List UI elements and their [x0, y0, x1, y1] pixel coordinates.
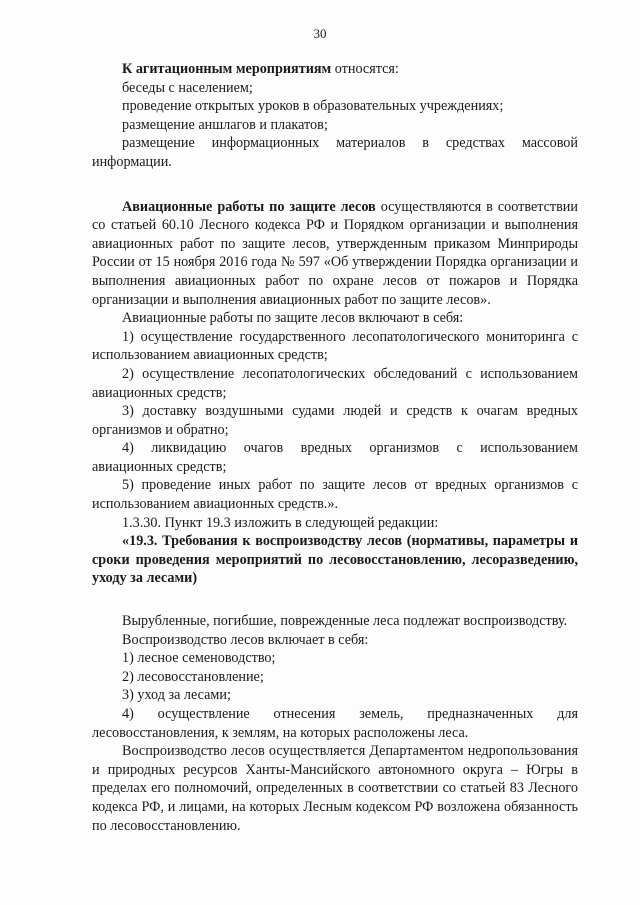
agitation-item: размещение аншлагов и плакатов;: [122, 116, 328, 133]
reproduction-intro: Вырубленные, погибшие, поврежденные леса подлежат воспроизводству.: [122, 613, 568, 630]
reproduction-item: 2) лесовосстановление;: [122, 668, 264, 685]
agitation-lead: [92, 60, 578, 79]
agitation-item: проведение открытых уроков в образовательных учреждениях;: [122, 98, 504, 115]
aviation-item: 3) доставку воздушными судами людей и средств к очагам вредных организмов и обратно;: [92, 403, 578, 438]
amendment-text: 1.3.30. Пункт 19.3 изложить в следующей редакции:: [122, 514, 439, 531]
aviation-lead: [92, 198, 578, 310]
aviation-includes: Авиационные работы по защите лесов включают в себя:: [122, 310, 464, 327]
aviation-lead-bold: Авиационные работы по защите лесов: [122, 198, 376, 215]
agitation-item: размещение информационных материалов в средствах массовой информации.: [92, 135, 578, 170]
aviation-item: 5) проведение иных работ по защите лесов от вредных организмов с использованием авиационных средств.».: [92, 477, 578, 513]
aviation-item: 2) осуществление лесопатологических обследований с использованием авиационных средств;: [92, 365, 578, 401]
aviation-lead-rest: осуществляются в соответствии со статьей 60.10 Лесного кодекса РФ и Порядком организации и выполнения авиационных работ по защите лесов, утвержденным приказом Минприроды России от 15 ноября 2016 года № 597 «Об утверждении Порядка организации и выполнения авиационных работ по охране лесов от пожаров и Порядка организации и выполнения авиационных работ по защите лесов».: [92, 198, 578, 308]
document-body: [92, 60, 578, 835]
reproduction-item: 1) лесное семеноводство;: [122, 650, 276, 667]
reproduction-closing: Воспроизводство лесов осуществляется Департаментом недропользования и природных ресурсов Ханты-Мансийского автономного округа – Югры в пределах его полномочий, определенных в соответствии со статьей 83 Лесного кодекса РФ, и лицами, на которых Лесным кодексом РФ возложена обязанность по лесовосстановлению.: [92, 743, 578, 834]
section-heading: «19.3. Требования к воспроизводству лесов (нормативы, параметры и сроки проведения мероприятий по лесовосстановлению, лесоразведению, уходу за лесами): [92, 533, 578, 587]
reproduction-item: 3) уход за лесами;: [122, 687, 231, 704]
agitation-lead-rest: относятся:: [331, 61, 399, 77]
agitation-lead-bold: К агитационным мероприятиям: [122, 61, 332, 77]
aviation-item: 1) осуществление государственного лесопатологического мониторинга с использованием авиационных средств;: [92, 328, 578, 364]
reproduction-item: 4) осуществление отнесения земель, предназначенных для лесовосстановления, к землям, на которых расположены леса.: [92, 706, 578, 741]
reproduction-includes: Воспроизводство лесов включает в себя:: [122, 631, 369, 648]
aviation-item: 4) ликвидацию очагов вредных организмов с использованием авиационных средств;: [92, 440, 578, 475]
page-number: 30: [313, 26, 327, 41]
agitation-item: беседы с населением;: [122, 79, 253, 96]
